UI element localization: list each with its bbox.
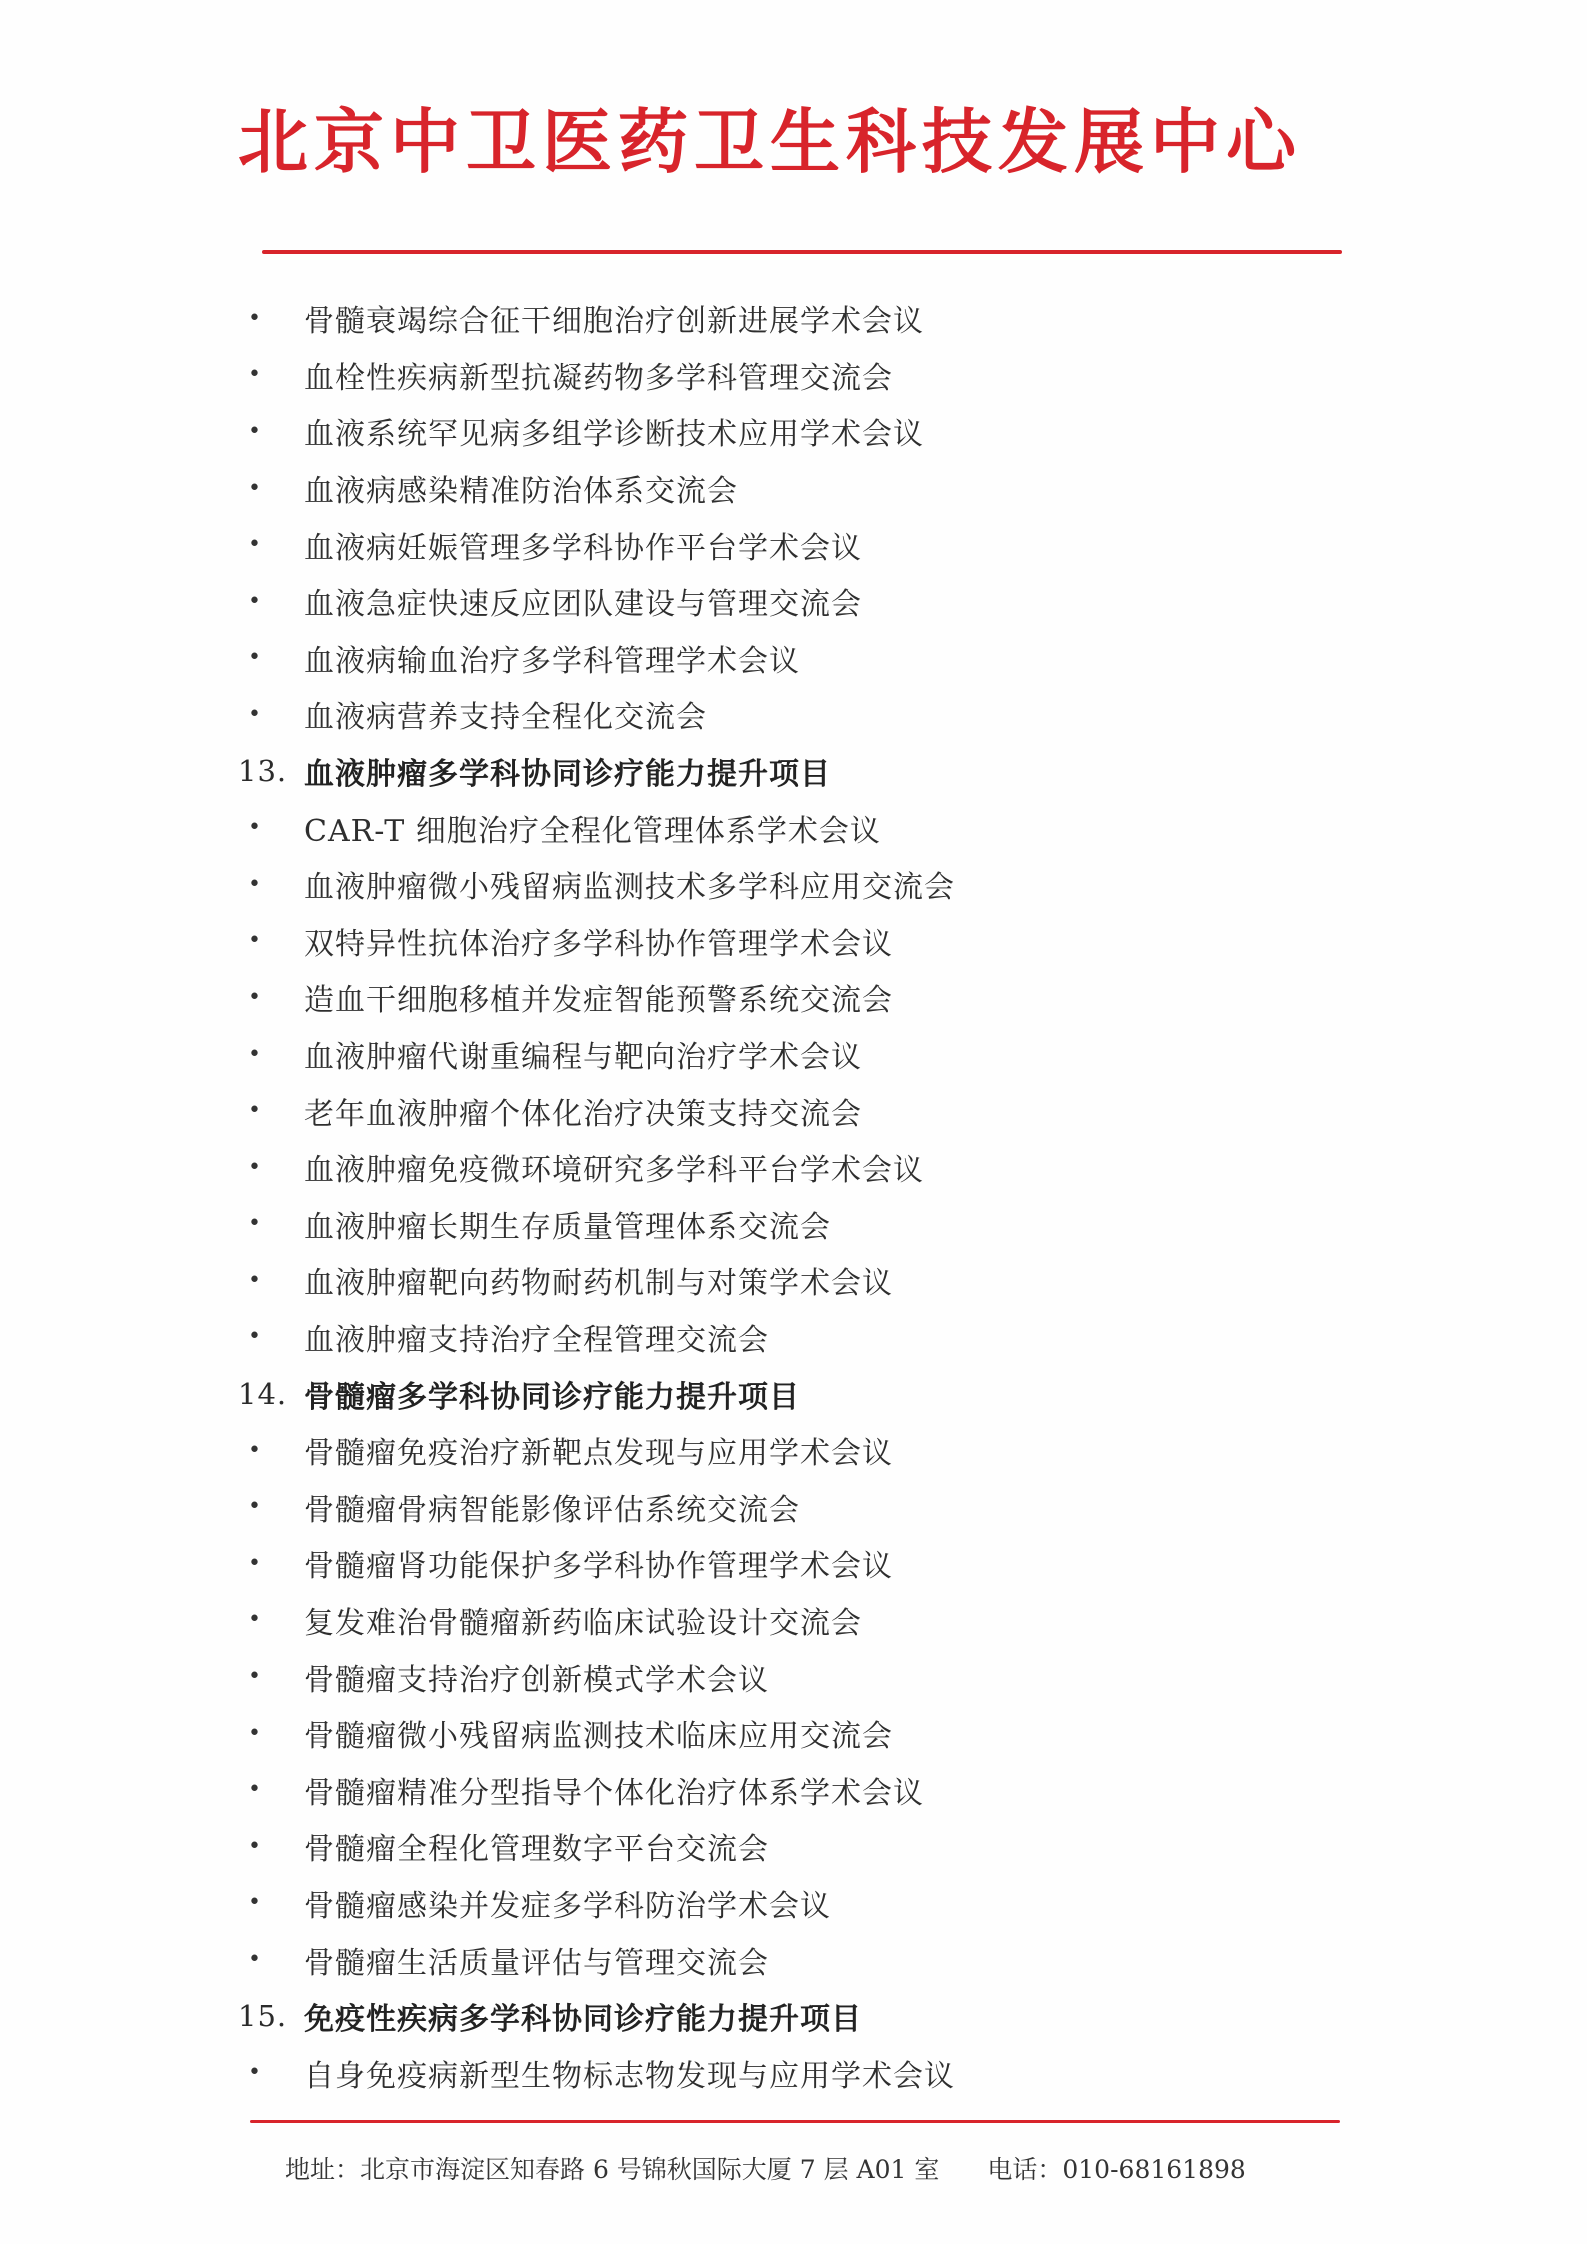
list-item	[238, 1818, 1438, 1875]
bullet-marker: •	[248, 1550, 262, 1576]
list-item-text: 血液病营养支持全程化交流会	[304, 700, 707, 736]
bullet-marker: •	[248, 418, 262, 444]
list-item	[238, 1535, 1438, 1592]
list-item	[238, 1592, 1438, 1649]
list-item-text: 血液肿瘤免疫微环境研究多学科平台学术会议	[304, 1153, 924, 1189]
list-item	[238, 686, 1438, 743]
list-item-text: 骨髓瘤全程化管理数字平台交流会	[304, 1832, 769, 1868]
list-item	[238, 1139, 1438, 1196]
list-item	[238, 1196, 1438, 1253]
list-item	[238, 799, 1438, 856]
list-item-text: 复发难治骨髓瘤新药临床试验设计交流会	[304, 1605, 862, 1641]
bullet-marker: •	[248, 475, 262, 501]
document-body	[238, 290, 1438, 2101]
list-item-text: 血液病输血治疗多学科管理学术会议	[304, 643, 800, 679]
list-item-text: 血液肿瘤长期生存质量管理体系交流会	[304, 1209, 831, 1245]
header-divider	[262, 250, 1342, 254]
footer-address: 地址：北京市海淀区知春路 6 号锦秋国际大厦 7 层 A01 室	[285, 2155, 940, 2184]
list-item-text: 血液急症快速反应团队建设与管理交流会	[304, 587, 862, 623]
section-title: 血液肿瘤多学科协同诊疗能力提升项目	[304, 757, 831, 793]
bullet-marker: •	[248, 362, 262, 388]
list-item	[238, 856, 1438, 913]
list-item-text: CAR-T 细胞治疗全程化管理体系学术会议	[304, 813, 881, 849]
bullet-marker: •	[248, 305, 262, 331]
list-item-text: 骨髓衰竭综合征干细胞治疗创新进展学术会议	[304, 304, 924, 340]
bullet-marker: •	[248, 984, 262, 1010]
list-item	[238, 1875, 1438, 1932]
list-item	[238, 1478, 1438, 1535]
bullet-marker: •	[248, 1154, 262, 1180]
list-item	[238, 1705, 1438, 1762]
list-item-text: 血液病妊娠管理多学科协作平台学术会议	[304, 530, 862, 566]
bullet-marker: •	[248, 1041, 262, 1067]
list-item	[238, 1082, 1438, 1139]
bullet-marker: •	[248, 1947, 262, 1973]
bullet-marker: •	[248, 1267, 262, 1293]
section-title: 免疫性疾病多学科协同诊疗能力提升项目	[304, 2002, 862, 2038]
list-item-text: 双特异性抗体治疗多学科协作管理学术会议	[304, 926, 893, 962]
list-item	[238, 516, 1438, 573]
list-item	[238, 573, 1438, 630]
list-item	[238, 403, 1438, 460]
list-item	[238, 1648, 1438, 1705]
section-heading	[238, 1988, 1438, 2045]
bullet-marker: •	[248, 815, 262, 841]
section-heading	[238, 1365, 1438, 1422]
bullet-marker: •	[248, 1211, 262, 1237]
list-item	[238, 969, 1438, 1026]
bullet-marker: •	[248, 1494, 262, 1520]
bullet-marker: •	[248, 1437, 262, 1463]
list-item-text: 血液肿瘤代谢重编程与靶向治疗学术会议	[304, 1040, 862, 1076]
list-item-text: 自身免疫病新型生物标志物发现与应用学术会议	[304, 2058, 955, 2094]
footer-divider	[250, 2120, 1340, 2123]
bullet-marker: •	[248, 1664, 262, 1690]
bullet-marker: •	[248, 871, 262, 897]
bullet-marker: •	[248, 1890, 262, 1916]
bullet-marker: •	[248, 588, 262, 614]
bullet-marker: •	[248, 2060, 262, 2086]
list-item-text: 骨髓瘤感染并发症多学科防治学术会议	[304, 1888, 831, 1924]
list-item-text: 骨髓瘤生活质量评估与管理交流会	[304, 1945, 769, 1981]
bullet-marker: •	[248, 1607, 262, 1633]
bullet-marker: •	[248, 1324, 262, 1350]
list-item-text: 骨髓瘤精准分型指导个体化治疗体系学术会议	[304, 1775, 924, 1811]
list-item	[238, 1252, 1438, 1309]
bullet-marker: •	[248, 1720, 262, 1746]
list-item	[238, 347, 1438, 404]
list-item	[238, 1761, 1438, 1818]
section-heading	[238, 743, 1438, 800]
list-item-text: 骨髓瘤支持治疗创新模式学术会议	[304, 1662, 769, 1698]
list-item-text: 血液系统罕见病多组学诊断技术应用学术会议	[304, 417, 924, 453]
list-item-text: 血液肿瘤支持治疗全程管理交流会	[304, 1322, 769, 1358]
list-item-text: 骨髓瘤微小残留病监测技术临床应用交流会	[304, 1719, 893, 1755]
section-number: 13.	[238, 754, 288, 789]
list-item	[238, 290, 1438, 347]
list-item-text: 骨髓瘤肾功能保护多学科协作管理学术会议	[304, 1549, 893, 1585]
list-item	[238, 2044, 1438, 2101]
section-title: 骨髓瘤多学科协同诊疗能力提升项目	[304, 1379, 800, 1415]
list-item-text: 血液病感染精准防治体系交流会	[304, 474, 738, 510]
section-number: 14.	[238, 1376, 288, 1411]
list-item	[238, 913, 1438, 970]
bullet-marker: •	[248, 532, 262, 558]
list-item-text: 骨髓瘤免疫治疗新靶点发现与应用学术会议	[304, 1436, 893, 1472]
bullet-marker: •	[248, 1833, 262, 1859]
list-item-text: 老年血液肿瘤个体化治疗决策支持交流会	[304, 1096, 862, 1132]
footer-phone: 电话：010-68161898	[987, 2155, 1246, 2184]
list-item	[238, 1309, 1438, 1366]
list-item-text: 骨髓瘤骨病智能影像评估系统交流会	[304, 1492, 800, 1528]
section-number: 15.	[238, 1999, 288, 2034]
list-item-text: 造血干细胞移植并发症智能预警系统交流会	[304, 983, 893, 1019]
list-item-text: 血液肿瘤微小残留病监测技术多学科应用交流会	[304, 870, 955, 906]
list-item	[238, 1422, 1438, 1479]
footer	[285, 2150, 1335, 2186]
list-item	[238, 1931, 1438, 1988]
bullet-marker: •	[248, 701, 262, 727]
list-item	[238, 630, 1438, 687]
list-item	[238, 1026, 1438, 1083]
bullet-marker: •	[248, 1777, 262, 1803]
bullet-marker: •	[248, 1098, 262, 1124]
list-item-text: 血液肿瘤靶向药物耐药机制与对策学术会议	[304, 1266, 893, 1302]
list-item	[238, 460, 1438, 517]
letterhead-title: 北京中卫医药卫生科技发展中心	[238, 100, 1302, 183]
list-item-text: 血栓性疾病新型抗凝药物多学科管理交流会	[304, 360, 893, 396]
bullet-marker: •	[248, 645, 262, 671]
bullet-marker: •	[248, 928, 262, 954]
